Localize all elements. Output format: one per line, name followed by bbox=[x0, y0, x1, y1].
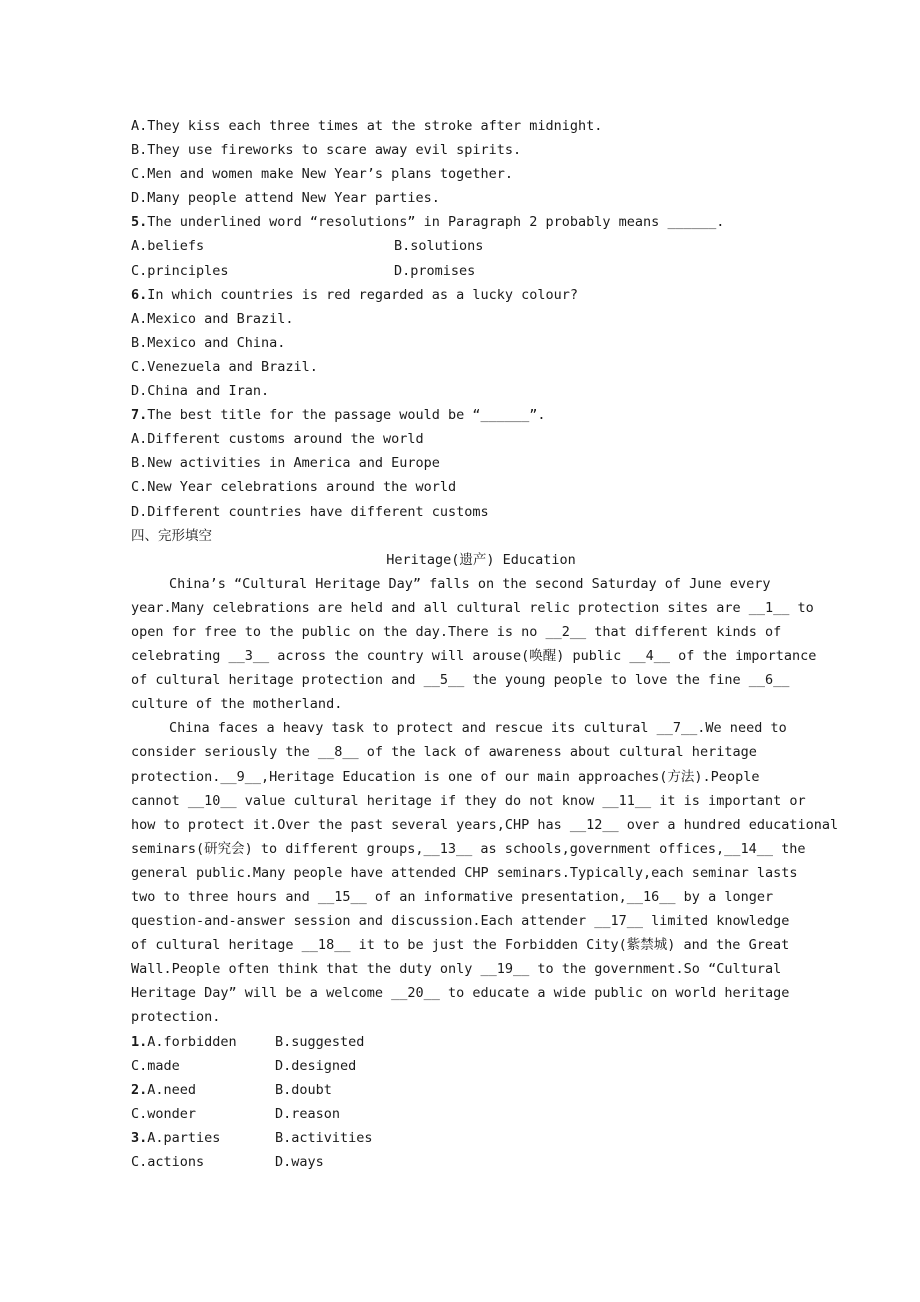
question-number: 5. bbox=[131, 214, 148, 231]
question-number: 3. bbox=[131, 1129, 148, 1146]
passage-line: China faces a heavy task to protect and rescue its cultural __7__.We need to bbox=[169, 720, 787, 737]
passage-line: Heritage Day” will be a welcome __20__ to educate a wide public on world heritage bbox=[131, 985, 790, 1002]
option-row bbox=[131, 1102, 831, 1126]
passage-line: of cultural heritage __18__ it to be just the Forbidden City(紫禁城) and the Great bbox=[131, 937, 790, 954]
passage-line: question-and-answer session and discussion.Each attender __17__ limited knowledge bbox=[131, 913, 790, 930]
question-4-options bbox=[131, 114, 831, 210]
option-text: A.forbidden bbox=[147, 1033, 237, 1050]
option-text: A.need bbox=[147, 1081, 197, 1098]
option-b[interactable]: B.activities bbox=[275, 1129, 373, 1146]
question-text: The underlined word “resolutions” in Paragraph 2 probably means ______. bbox=[147, 214, 725, 231]
option-a[interactable]: A.They kiss each three times at the stroke after midnight. bbox=[131, 118, 603, 134]
option-row bbox=[131, 259, 831, 283]
question-5-stem bbox=[131, 210, 831, 234]
passage-line: celebrating __3__ across the country will arouse(唤醒) public __4__ of the importance bbox=[131, 648, 817, 665]
passage-line: of cultural heritage protection and __5__ the young people to love the fine __6__ bbox=[131, 672, 790, 689]
passage-line: consider seriously the __8__ of the lack of awareness about cultural heritage bbox=[131, 744, 757, 761]
passage-line: seminars(研究会) to different groups,__13__ as schools,government offices,__14__ the bbox=[131, 840, 806, 857]
question-7 bbox=[131, 403, 831, 523]
question-5 bbox=[131, 210, 831, 282]
option-row bbox=[131, 1054, 831, 1078]
option-d[interactable]: D.promises bbox=[394, 262, 476, 279]
option-row bbox=[131, 234, 831, 258]
section-header: 四、完形填空 bbox=[131, 527, 212, 544]
option-row bbox=[131, 1078, 831, 1102]
question-7-stem bbox=[131, 403, 831, 427]
question-number: 1. bbox=[131, 1033, 148, 1050]
passage-line: culture of the motherland. bbox=[131, 696, 343, 713]
option-a[interactable] bbox=[131, 1030, 275, 1054]
question-6 bbox=[131, 283, 831, 403]
cloze-question-2 bbox=[131, 1078, 831, 1126]
passage-paragraph-1 bbox=[131, 572, 831, 717]
option-row bbox=[131, 1150, 831, 1174]
option-a[interactable] bbox=[131, 1078, 275, 1102]
option-row bbox=[131, 1030, 831, 1054]
cloze-question-3 bbox=[131, 1126, 831, 1174]
option-c[interactable]: C.New Year celebrations around the world bbox=[131, 479, 457, 496]
document-page bbox=[131, 114, 839, 1174]
passage-title: Heritage(遗产) Education bbox=[386, 551, 576, 568]
option-d[interactable]: D.reason bbox=[275, 1105, 341, 1122]
option-c[interactable]: C.actions bbox=[131, 1154, 205, 1171]
question-text: The best title for the passage would be “______”. bbox=[147, 407, 546, 424]
passage-line: year.Many celebrations are held and all cultural relic protection sites are __1__ to bbox=[131, 599, 814, 616]
option-d[interactable]: D.Different countries have different customs bbox=[131, 503, 489, 520]
option-a[interactable]: A.Different customs around the world bbox=[131, 431, 424, 448]
option-c[interactable]: C.made bbox=[131, 1057, 180, 1074]
passage-line: two to three hours and __15__ of an informative presentation,__16__ by a longer bbox=[131, 889, 774, 905]
option-row bbox=[131, 1126, 831, 1150]
question-number: 6. bbox=[131, 286, 148, 303]
passage-line: protection.__9__,Heritage Education is one of our main approaches(方法).People bbox=[131, 768, 760, 785]
option-b[interactable]: B.doubt bbox=[275, 1081, 332, 1098]
option-b[interactable]: B.suggested bbox=[275, 1033, 365, 1050]
option-d[interactable]: D.China and Iran. bbox=[131, 383, 270, 400]
passage-line: open for free to the public on the day.There is no __2__ that different kinds of bbox=[131, 623, 782, 640]
option-c[interactable]: C.Venezuela and Brazil. bbox=[131, 358, 318, 375]
passage-line: China’s “Cultural Heritage Day” falls on the second Saturday of June every bbox=[169, 575, 771, 592]
question-number: 2. bbox=[131, 1081, 148, 1098]
question-number: 7. bbox=[131, 407, 148, 424]
option-d[interactable]: D.designed bbox=[275, 1057, 357, 1074]
passage-paragraph-2 bbox=[131, 716, 839, 1029]
option-a[interactable] bbox=[131, 1126, 275, 1150]
option-b[interactable]: B.Mexico and China. bbox=[131, 334, 286, 351]
option-a[interactable]: A.beliefs bbox=[131, 238, 205, 255]
passage-line: Wall.People often think that the duty only __19__ to the government.So “Cultural bbox=[131, 961, 782, 978]
passage-line: general public.Many people have attended CHP seminars.Typically,each seminar lasts bbox=[131, 864, 798, 881]
option-c[interactable]: C.principles bbox=[131, 262, 229, 279]
option-a[interactable]: A.Mexico and Brazil. bbox=[131, 310, 294, 327]
question-text: In which countries is red regarded as a lucky colour? bbox=[147, 286, 579, 303]
option-b[interactable]: B.New activities in America and Europe bbox=[131, 455, 440, 472]
question-6-stem bbox=[131, 283, 831, 307]
cloze-question-1 bbox=[131, 1030, 831, 1078]
passage-line: cannot __10__ value cultural heritage if they do not know __11__ it is important or bbox=[131, 792, 806, 809]
passage-line: protection. bbox=[131, 1009, 221, 1026]
passage-line: how to protect it.Over the past several years,CHP has __12__ over a hundred educational bbox=[131, 816, 839, 833]
option-d[interactable]: D.Many people attend New Year parties. bbox=[131, 190, 440, 207]
option-text: A.parties bbox=[147, 1129, 221, 1146]
option-c[interactable]: C.Men and women make New Year’s plans together. bbox=[131, 166, 514, 183]
option-c[interactable]: C.wonder bbox=[131, 1105, 197, 1122]
option-b[interactable]: B.They use fireworks to scare away evil spirits. bbox=[131, 142, 522, 159]
option-d[interactable]: D.ways bbox=[275, 1154, 324, 1171]
option-b[interactable]: B.solutions bbox=[394, 238, 484, 255]
